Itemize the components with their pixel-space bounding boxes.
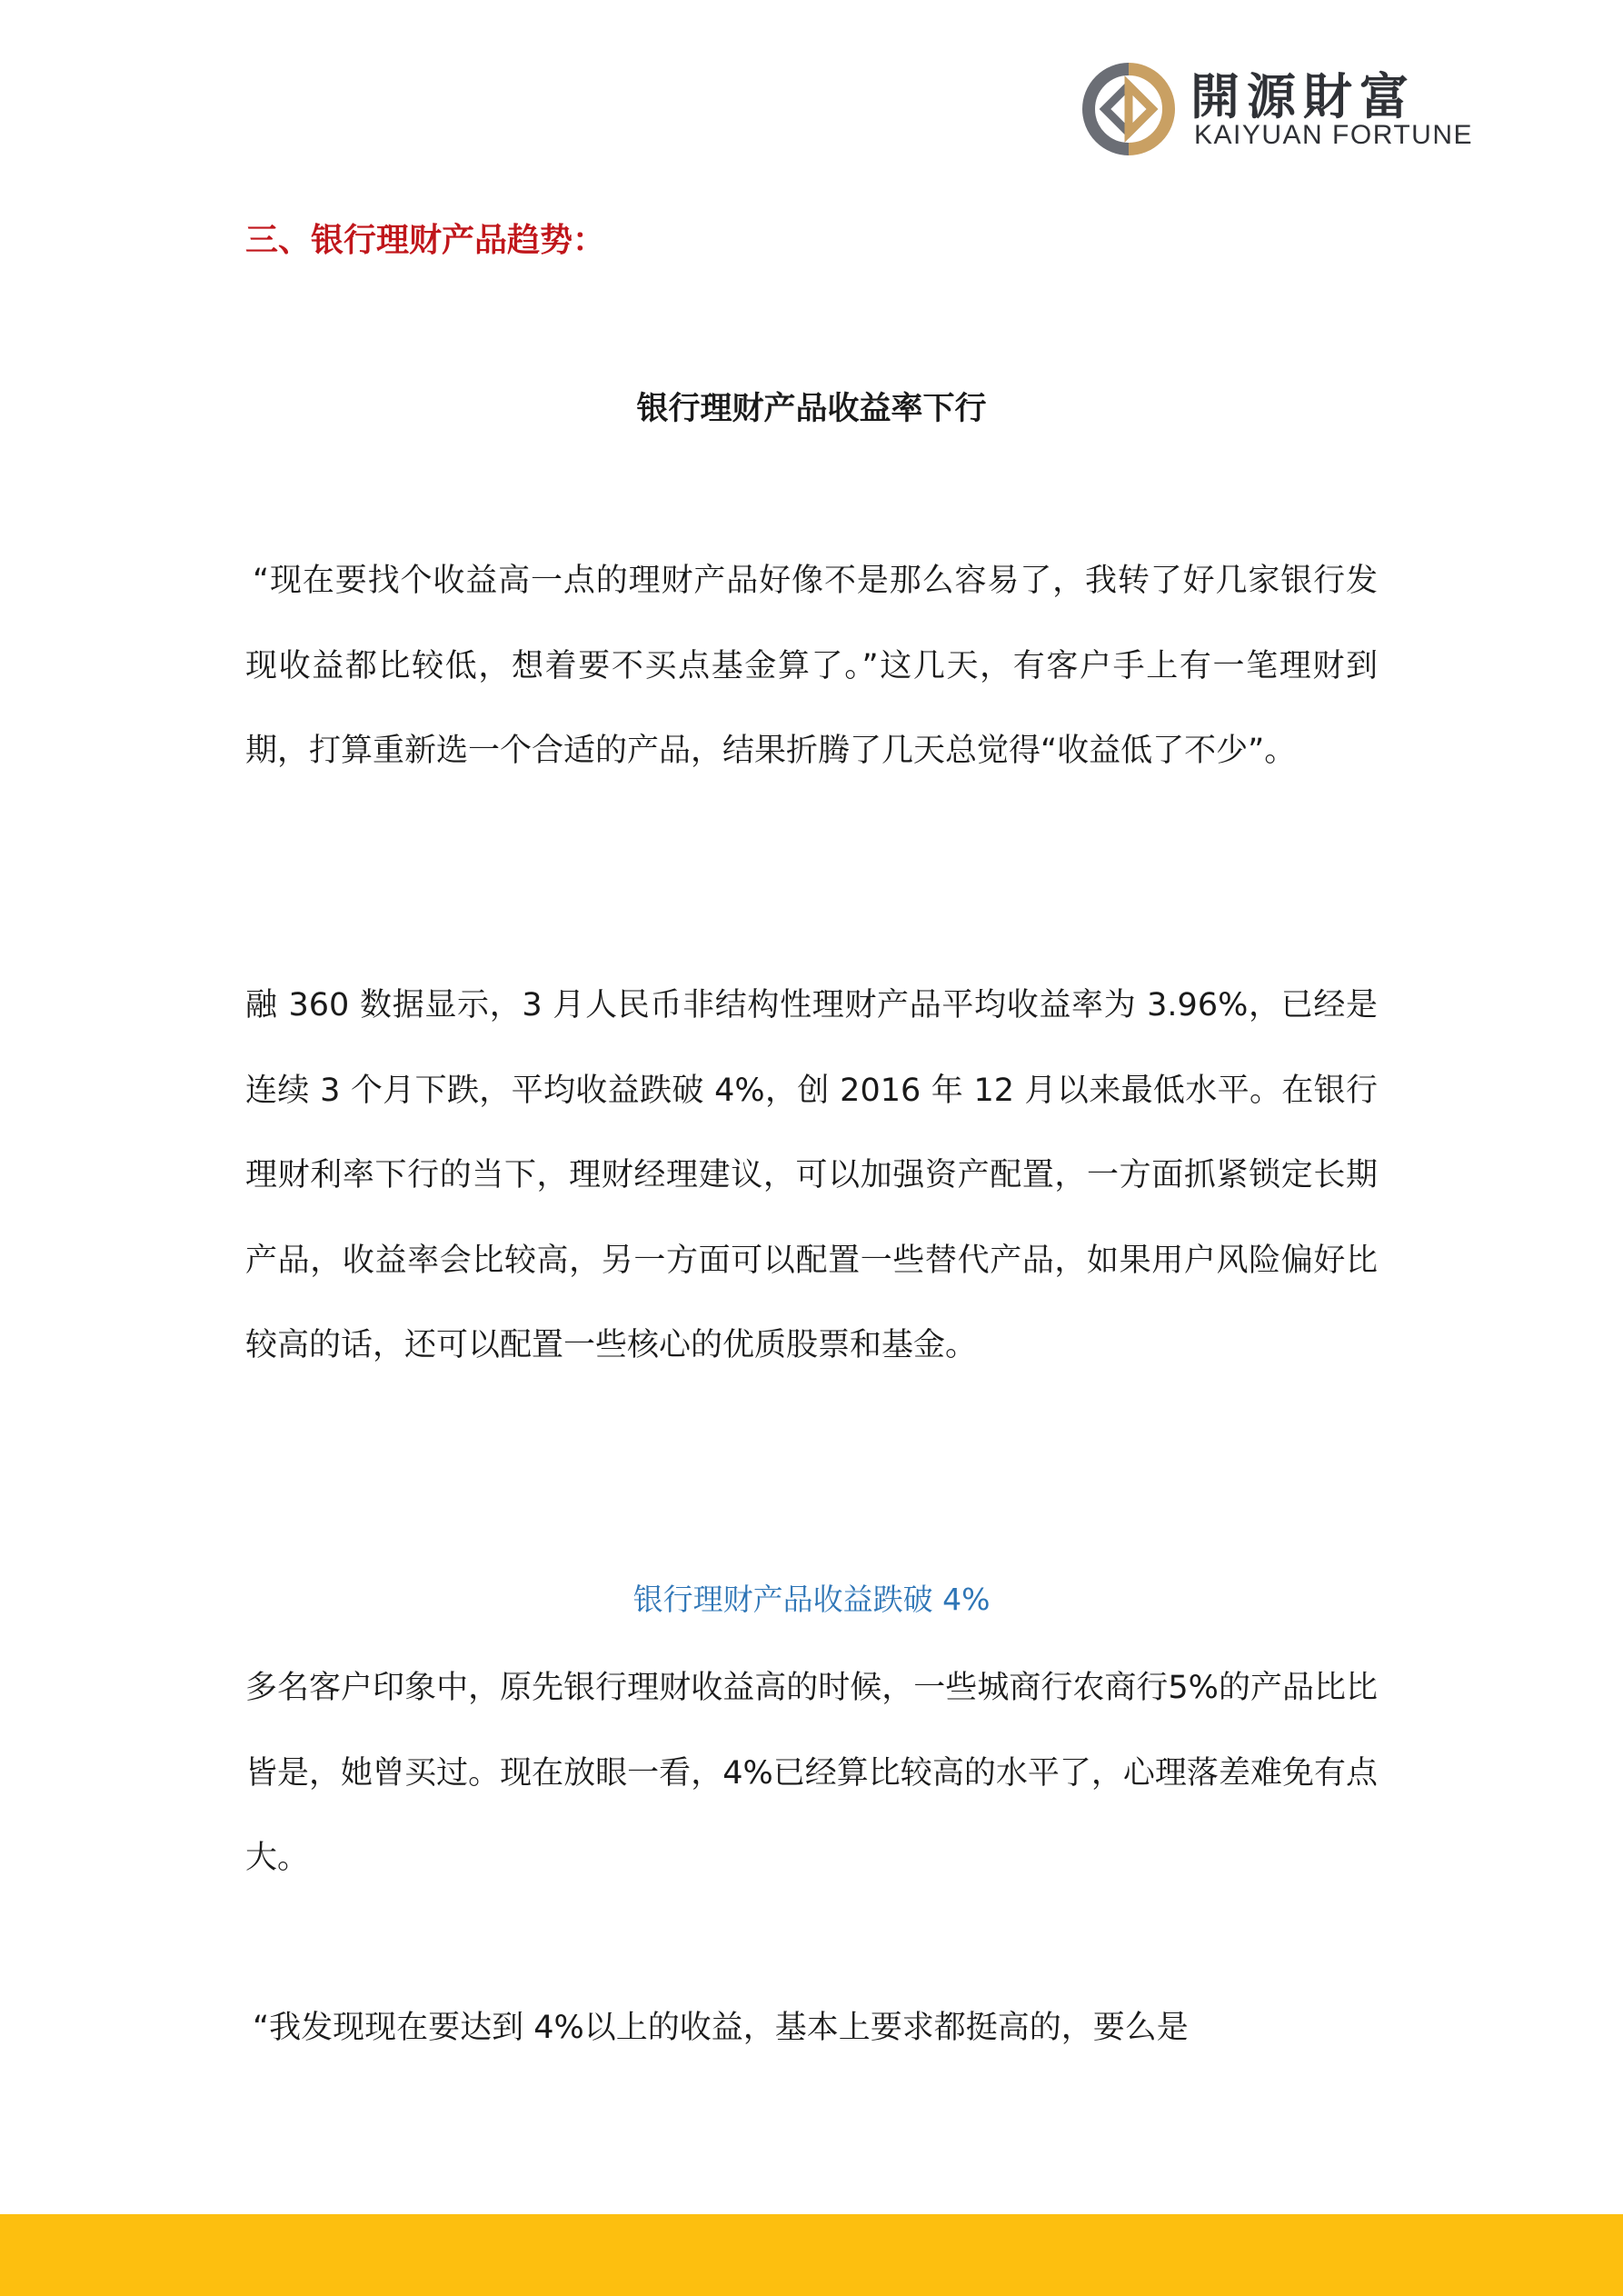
- paragraph-4: “我发现现在要达到 4%以上的收益，基本上要求都挺高的，要么是: [253, 2010, 1189, 2046]
- paragraph-1: “现在要找个收益高一点的理财产品好像不是那么容易了，我转了好几家银行发现收益都比较低，想着要不买点基金算了。”这几天，有客户手上有一笔理财到期，打算重新选一个合适的产品，结果折腾了几天总觉得“收益低了不少”。: [245, 563, 1378, 769]
- section-heading: 三、银行理财产品趋势：: [245, 222, 606, 259]
- sub-heading: 银行理财产品收益跌破 4%: [632, 1582, 991, 1617]
- paragraph-3: 多名客户印象中，原先银行理财收益高的时候，一些城商行农商行5%的产品比比皆是，她曾买过。现在放眼一看，4%已经算比较高的水平了，心理落差难免有点大。: [245, 1670, 1378, 1876]
- logo-english-name: KAIYUAN FORTUNE: [1194, 120, 1473, 150]
- logo-chinese-name: 開源財富: [1190, 67, 1416, 125]
- kaiyuan-logo-icon: [1081, 62, 1176, 156]
- footer-bar: [0, 2214, 1623, 2296]
- company-logo: [1081, 56, 1499, 156]
- paragraph-2: 融 360 数据显示，3 月人民币非结构性理财产品平均收益率为 3.96%，已经是连续 3 个月下跌，平均收益跌破 4%，创 2016 年 12 月以来最低水平。在银行理财利率下行的当下，理财经理建议，可以加强资产配置，一方面抓紧锁定长期产品，收益率会比较高，另一方面可以配置一些替代产品，如果用户风险偏好比较高的话，还可以配置一些核心的优质股票和基金。: [245, 987, 1378, 1363]
- article-title: 银行理财产品收益率下行: [636, 391, 987, 427]
